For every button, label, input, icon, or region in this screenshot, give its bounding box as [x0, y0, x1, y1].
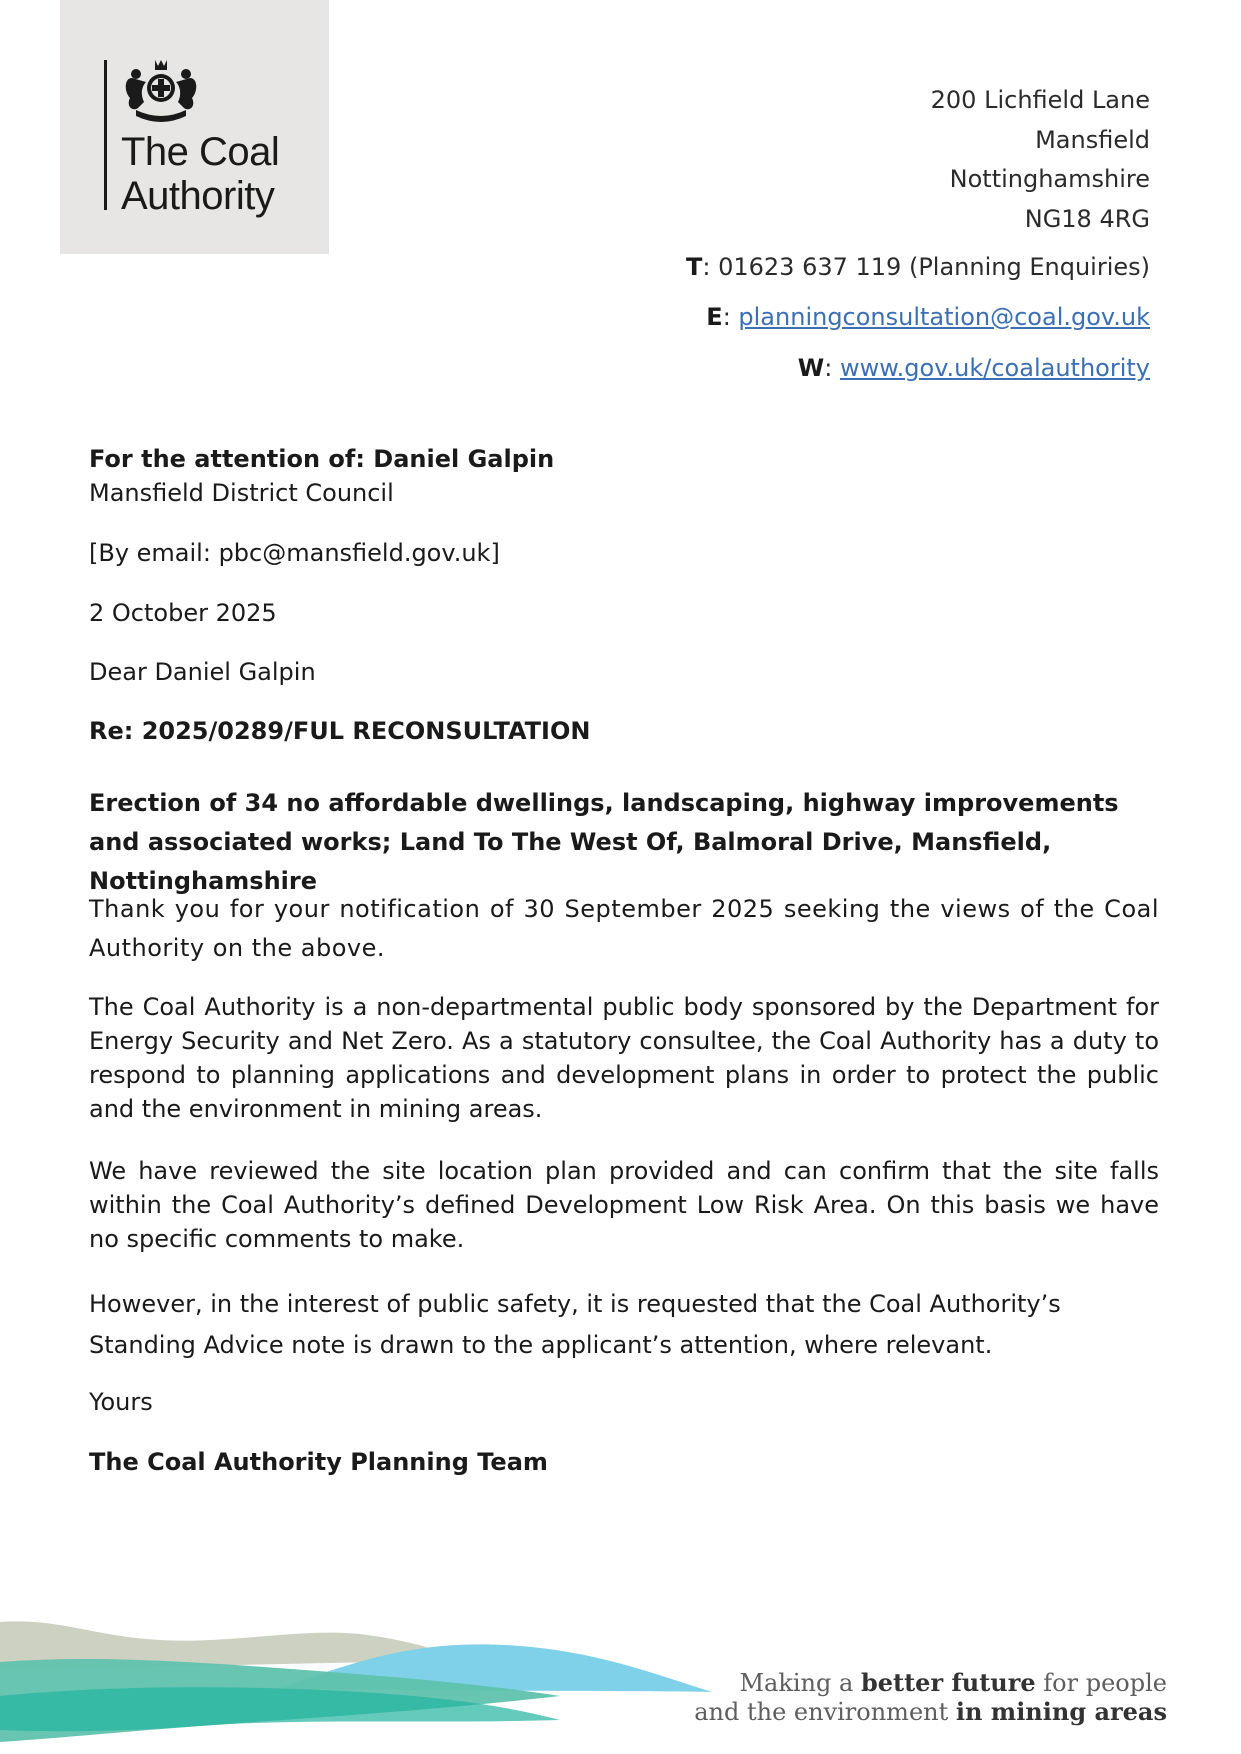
- website-link[interactable]: www.gov.uk/coalauthority: [839, 354, 1150, 382]
- tagline-emphasis: in mining areas: [955, 1697, 1167, 1726]
- address-line: 200 Lichfield Lane: [930, 86, 1150, 114]
- phone-label: T: [686, 253, 703, 281]
- reference-line: Re: 2025/0289/FUL RECONSULTATION: [89, 717, 591, 745]
- tagline-text: Making a: [739, 1669, 861, 1697]
- subject-heading: Erection of 34 no affordable dwellings, landscaping, highway improvements and associated works; Land To The West Of, Balmoral Drive, Mansfield, Nottinghamshire: [89, 789, 1119, 895]
- tagline-line1: [739, 1668, 1167, 1697]
- website-line: [798, 354, 1150, 382]
- attention-line: For the attention of: Daniel Galpin: [89, 445, 555, 473]
- closing: Yours: [89, 1388, 153, 1416]
- email-line: [706, 303, 1150, 331]
- tagline-emphasis: better future: [860, 1668, 1036, 1697]
- logo-divider-bar: [104, 60, 107, 210]
- address-line: Mansfield: [1035, 125, 1150, 154]
- email-label: E: [706, 303, 723, 331]
- paragraph-3: We have reviewed the site location plan provided and can confirm that the site falls within the Coal Authority’s defined Development Low Risk Area. On this basis we have no specific comments to make.: [89, 1157, 1159, 1253]
- phone-value: : 01623 637 119 (Planning Enquiries): [702, 253, 1150, 281]
- phone-line: [686, 253, 1150, 281]
- sender-address: [931, 81, 1150, 239]
- address-line: Nottinghamshire: [949, 165, 1150, 193]
- recipient-organisation: Mansfield District Council: [89, 479, 394, 507]
- coal-authority-logo: [60, 0, 329, 254]
- paragraph-1: Thank you for your notification of 30 September 2025 seeking the views of the Coal Authority on the above.: [89, 895, 1159, 962]
- email-colon: :: [722, 303, 739, 331]
- paragraph-2: The Coal Authority is a non-departmental public body sponsored by the Department for Energy Security and Net Zero. As a statutory consultee, the Coal Authority has a duty to respond to planning applications and development plans in order to protect the public and the environment in mining areas.: [89, 993, 1159, 1123]
- email-link[interactable]: planningconsultation@coal.gov.uk: [738, 303, 1150, 331]
- website-colon: :: [824, 354, 840, 382]
- logo-text-line2: Authority: [121, 174, 275, 218]
- paragraph-4: However, in the interest of public safety, it is requested that the Coal Authority’s Standing Advice note is drawn to the applicant’s attention, where relevant.: [89, 1290, 1061, 1359]
- tagline-text: for people: [1035, 1669, 1167, 1697]
- letter-date: 2 October 2025: [89, 599, 277, 627]
- footer-wave-graphic: [0, 1600, 740, 1754]
- address-line: NG18 4RG: [1024, 204, 1150, 233]
- salutation: Dear Daniel Galpin: [89, 658, 316, 686]
- recipient-email: [By email: pbc@mansfield.gov.uk]: [89, 539, 500, 567]
- tagline-line2: [694, 1697, 1167, 1726]
- royal-crest-icon: [122, 58, 200, 124]
- website-label: W: [797, 354, 825, 382]
- logo-text-line1: The Coal: [121, 130, 280, 174]
- tagline-text: and the environment: [694, 1698, 956, 1726]
- signature: The Coal Authority Planning Team: [89, 1448, 548, 1476]
